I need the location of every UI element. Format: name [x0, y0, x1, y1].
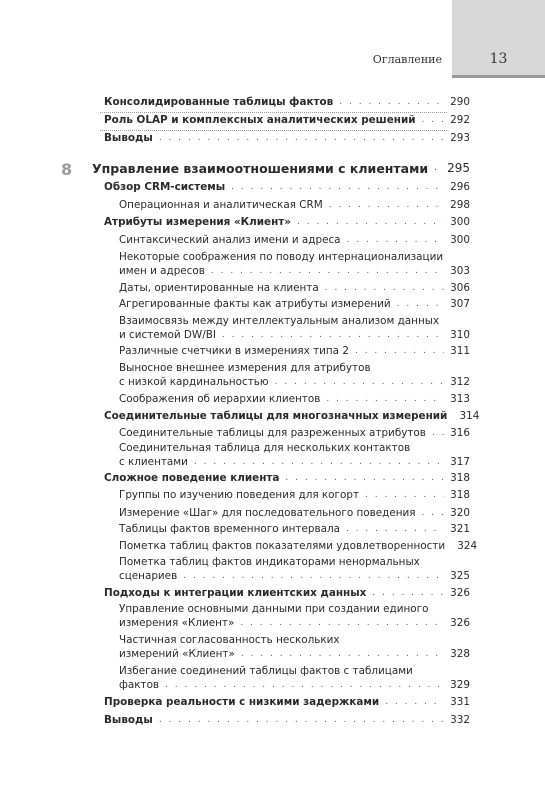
- toc-entry-title: Роль OLAP и комплексных аналитических решений: [104, 114, 416, 126]
- toc-entry[interactable]: [104, 113, 470, 128]
- toc-entry-page: 311: [450, 345, 470, 357]
- toc-section[interactable]: [104, 471, 470, 486]
- running-header-title: Оглавление: [372, 53, 442, 66]
- toc-entry-title: Атрибуты измерения «Клиент»: [104, 216, 291, 228]
- toc-entry-page: 293: [450, 132, 470, 144]
- toc-entry-page: 332: [450, 714, 470, 726]
- toc-subsection[interactable]: [119, 297, 470, 312]
- toc-subsection[interactable]: [119, 328, 470, 343]
- leader-dots: [231, 183, 444, 192]
- toc-entry[interactable]: [104, 95, 470, 110]
- toc-entry-first-line: Некоторые соображения по поводу интернационализации: [119, 251, 444, 263]
- toc-section[interactable]: [104, 180, 470, 195]
- leader-dots: [285, 474, 444, 483]
- chapter-number: 8: [61, 160, 73, 179]
- toc-entry-page: 321: [450, 523, 470, 535]
- toc-entry-first-line: Соединительная таблица для нескольких контактов: [119, 442, 411, 454]
- leader-dots: [275, 378, 444, 387]
- toc-subsection[interactable]: [119, 375, 470, 390]
- toc-entry-page: 331: [450, 696, 470, 708]
- toc-entry-title: Сложное поведение клиента: [104, 472, 280, 484]
- toc-section[interactable]: [104, 695, 470, 710]
- toc-entry-page: 313: [450, 393, 470, 405]
- toc-entry-title: Выводы: [104, 714, 153, 726]
- toc-entry-page: 326: [450, 617, 470, 629]
- toc-entry-title: Соединительные таблицы для разреженных атрибутов: [119, 427, 426, 439]
- leader-dots: [240, 619, 444, 628]
- toc-entry-first-line: Выносное внешнее измерения для атрибутов: [119, 362, 371, 374]
- toc-subsection[interactable]: [119, 198, 470, 213]
- toc-entry-title: Соображения об иерархии клиентов: [119, 393, 321, 405]
- toc-entry-title: с низкой кардинальностью: [119, 376, 269, 388]
- toc-entry-page: 318: [450, 489, 470, 501]
- toc-entry-page: 316: [450, 427, 470, 439]
- leader-dots: [434, 164, 443, 173]
- page-number: 13: [489, 51, 508, 67]
- toc-entry-title: Измерение «Шаг» для последовательного поведения: [119, 507, 416, 519]
- page-number-tab: [452, 0, 545, 78]
- leader-dots: [159, 716, 444, 725]
- toc-entry-title: Пометка таблиц фактов показателями удовлетворенности: [119, 540, 446, 552]
- toc-entry-title: Группы по изучению поведения для когорт: [119, 489, 360, 501]
- toc-subsection[interactable]: [119, 569, 470, 584]
- toc-entry-title: Консолидированные таблицы фактов: [104, 96, 334, 108]
- leader-dots: [422, 116, 444, 125]
- leader-dots: [222, 331, 444, 340]
- toc-entry-first-line: Взаимосвязь между интеллектуальным анализом данных: [119, 315, 440, 327]
- toc-entry-page: 312: [450, 376, 470, 388]
- toc-entry-title: Выводы: [104, 132, 153, 144]
- toc-entry-page: 300: [450, 216, 470, 228]
- toc-entry-title: Агрегированные факты как атрибуты измерений: [119, 298, 391, 310]
- toc-subsection[interactable]: [119, 539, 478, 554]
- toc-entry[interactable]: [104, 131, 470, 146]
- toc-entry-title: фактов: [119, 679, 160, 691]
- toc-subsection[interactable]: [119, 488, 470, 503]
- leader-dots: [432, 429, 444, 438]
- toc-entry-page: 317: [450, 456, 470, 468]
- toc-entry-page: 328: [450, 648, 470, 660]
- chapter-title: Управление взаимоотношениями с клиентами: [92, 161, 429, 176]
- toc-entry-page: 326: [450, 587, 470, 599]
- leader-dots: [194, 458, 444, 467]
- toc-subsection[interactable]: [119, 522, 470, 537]
- toc-entry-page: 329: [450, 679, 470, 691]
- leader-dots: [422, 509, 444, 518]
- toc-entry-title: Операционная и аналитическая CRM: [119, 199, 323, 211]
- toc-entry-page: 324: [457, 540, 478, 552]
- toc-subsection[interactable]: [119, 506, 470, 521]
- leader-dots: [183, 572, 444, 581]
- toc-entry-title: Соединительные таблицы для многозначных измерений: [104, 410, 448, 422]
- toc-subsection[interactable]: [119, 344, 470, 359]
- toc-entry-title: Различные счетчики в измерениях типа 2: [119, 345, 349, 357]
- leader-dots: [372, 589, 444, 598]
- leader-dots: [385, 698, 444, 707]
- toc-subsection[interactable]: [119, 616, 470, 631]
- toc-entry-page: 292: [450, 114, 470, 126]
- toc-entry-page: 300: [450, 234, 470, 246]
- toc-section[interactable]: [104, 586, 470, 601]
- toc-entry-title: имен и адресов: [119, 265, 205, 277]
- toc-subsection[interactable]: [119, 281, 470, 296]
- toc-entry-page: 306: [450, 282, 470, 294]
- toc-entry-page: 318: [450, 472, 470, 484]
- leader-dots: [159, 134, 444, 143]
- toc-entry-page: 303: [450, 265, 470, 277]
- toc-entry-title: Проверка реальности с низкими задержками: [104, 696, 380, 708]
- leader-dots: [346, 525, 444, 534]
- leader-dots: [365, 491, 444, 500]
- leader-dots: [397, 300, 444, 309]
- toc-entry-title: Подходы к интеграции клиентских данных: [104, 587, 367, 599]
- toc-section[interactable]: [104, 409, 480, 424]
- toc-section[interactable]: [104, 713, 470, 728]
- toc-entry-page: 296: [450, 181, 470, 193]
- toc-entry-title: сценариев: [119, 570, 178, 582]
- toc-subsection[interactable]: [119, 426, 470, 441]
- chapter-heading[interactable]: [92, 161, 470, 176]
- toc-entry-page: 307: [450, 298, 470, 310]
- chapter-page: 295: [447, 161, 470, 175]
- leader-dots: [355, 347, 444, 356]
- leader-dots: [326, 395, 444, 404]
- toc-entry-title: измерений «Клиент»: [119, 648, 235, 660]
- toc-entry-first-line: Пометка таблиц фактов индикаторами ненормальных: [119, 556, 420, 568]
- toc-entry-page: 290: [450, 96, 470, 108]
- leader-dots: [325, 284, 444, 293]
- toc-entry-page: 298: [450, 199, 470, 211]
- toc-entry-title: Обзор CRM-системы: [104, 181, 226, 193]
- toc-entry-title: Синтаксический анализ имени и адреса: [119, 234, 341, 246]
- leader-dots: [339, 98, 444, 107]
- toc-entry-page: 310: [450, 329, 470, 341]
- leader-dots: [347, 236, 444, 245]
- toc-entry-page: 325: [450, 570, 470, 582]
- toc-entry-title: с клиентами: [119, 456, 188, 468]
- toc-subsection[interactable]: [119, 264, 470, 279]
- toc-section[interactable]: [104, 215, 470, 230]
- leader-dots: [241, 650, 444, 659]
- toc-entry-page: 314: [459, 410, 480, 422]
- toc-entry-first-line: Частичная согласованность нескольких: [119, 634, 340, 646]
- leader-dots: [297, 218, 444, 227]
- leader-dots: [211, 267, 444, 276]
- toc-entry-title: Даты, ориентированные на клиента: [119, 282, 319, 294]
- toc-entry-title: измерения «Клиент»: [119, 617, 235, 629]
- toc-subsection[interactable]: [119, 392, 470, 407]
- toc-entry-title: Таблицы фактов временного интервала: [119, 523, 340, 535]
- toc-entry-first-line: Управление основными данными при создании единого: [119, 603, 429, 615]
- leader-dots: [165, 681, 444, 690]
- leader-dots: [329, 201, 444, 210]
- toc-entry-first-line: Избегание соединений таблицы фактов с таблицами: [119, 665, 413, 677]
- toc-entry-page: 320: [450, 507, 470, 519]
- toc-subsection[interactable]: [119, 678, 470, 693]
- toc-subsection[interactable]: [119, 455, 470, 470]
- toc-subsection[interactable]: [119, 233, 470, 248]
- toc-entry-title: и системой DW/BI: [119, 329, 216, 341]
- toc-subsection[interactable]: [119, 647, 470, 662]
